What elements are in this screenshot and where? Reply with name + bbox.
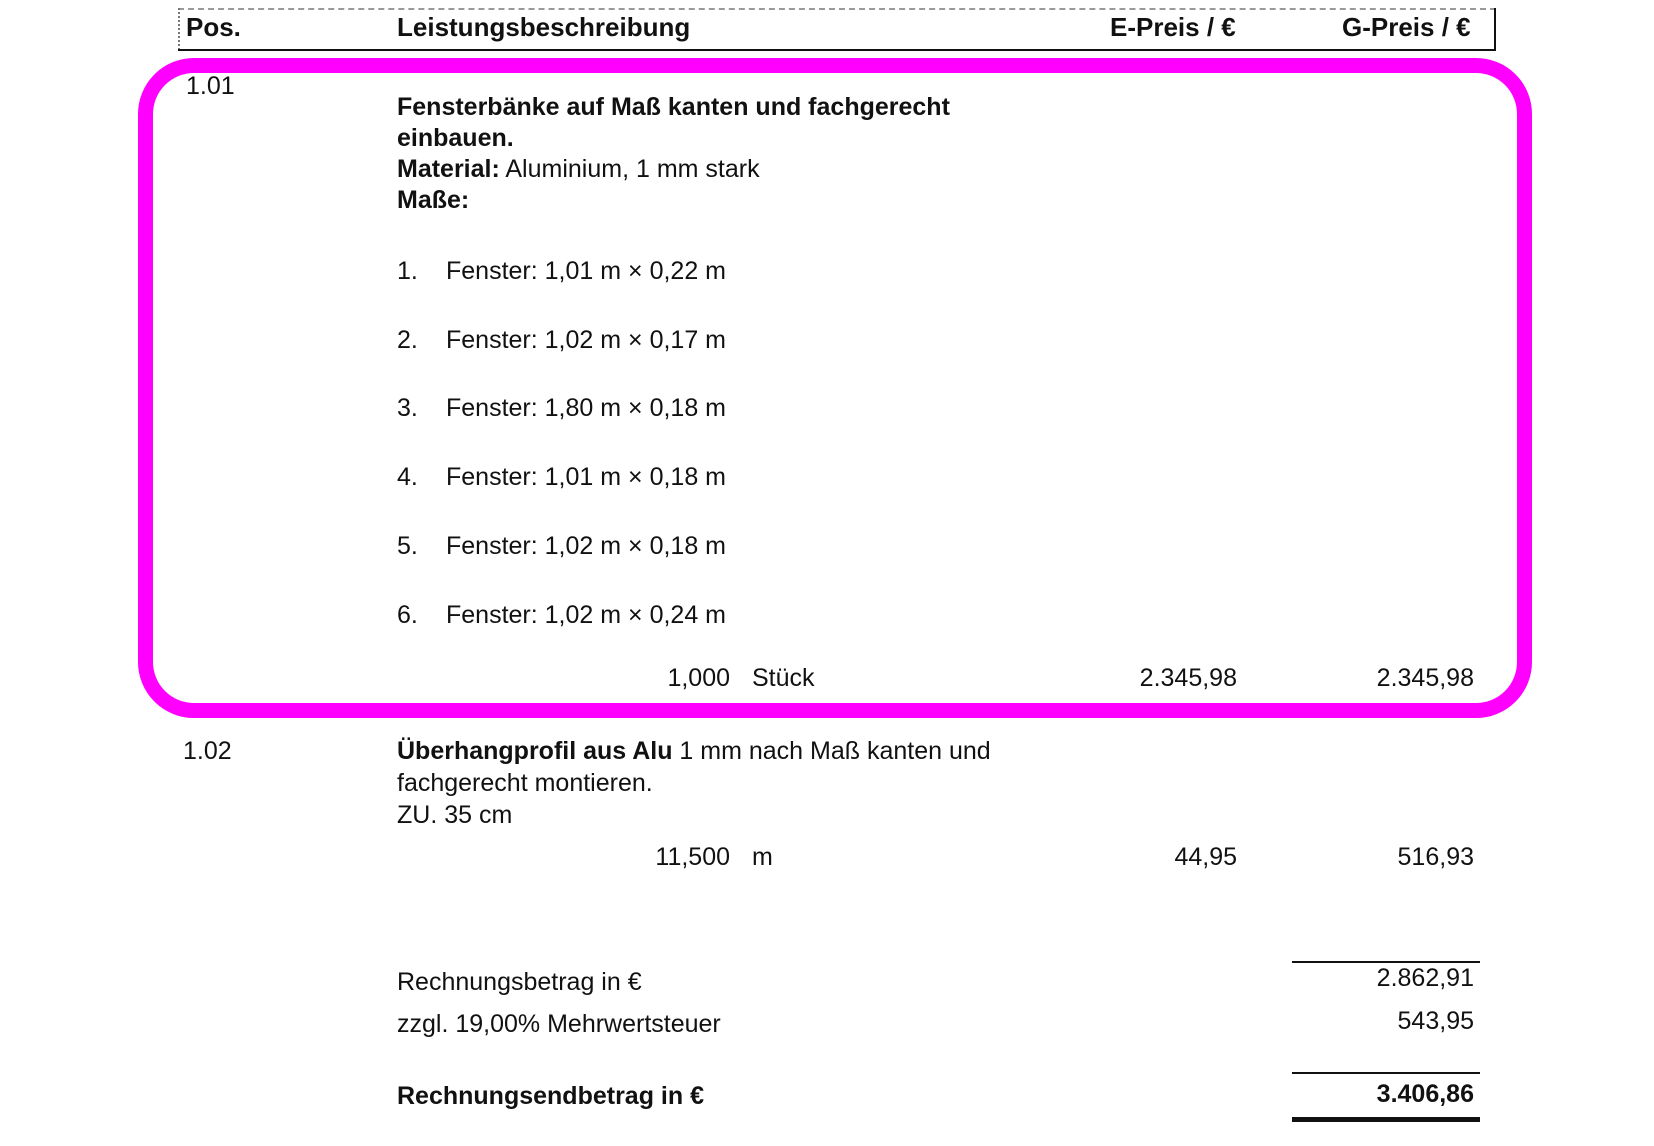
measure-num: 6. <box>397 601 418 629</box>
item-quantity: 11,500 <box>655 843 730 871</box>
item-title <box>397 737 991 766</box>
header-total-price: G-Preis / € <box>1342 12 1471 42</box>
measure-num: 1. <box>397 257 418 285</box>
item-unit-price: 2.345,98 <box>1139 664 1237 692</box>
gross-value: 3.406,86 <box>1376 1080 1474 1108</box>
item-line2: fachgerecht montieren. <box>397 769 653 797</box>
item-material <box>397 155 760 184</box>
item-pos: 1.02 <box>183 737 232 765</box>
measure-text: Fenster: 1,02 m × 0,17 m <box>446 326 726 354</box>
net-value: 2.862,91 <box>1376 964 1474 992</box>
measure-text: Fenster: 1,02 m × 0,24 m <box>446 601 726 629</box>
material-label: Material: <box>397 155 500 183</box>
item-line3: ZU. 35 cm <box>397 801 513 829</box>
net-label: Rechnungsbetrag in € <box>397 968 642 996</box>
vat-label: zzgl. 19,00% Mehrwertsteuer <box>397 1010 721 1038</box>
header-description: Leistungsbeschreibung <box>397 12 691 42</box>
total-rule <box>1292 1072 1480 1074</box>
header-right-rule <box>1494 8 1496 51</box>
measure-text: Fenster: 1,01 m × 0,18 m <box>446 463 726 491</box>
measure-text: Fenster: 1,02 m × 0,18 m <box>446 532 726 560</box>
item-unit: Stück <box>752 664 815 692</box>
measure-text: Fenster: 1,80 m × 0,18 m <box>446 394 726 422</box>
measure-text: Fenster: 1,01 m × 0,22 m <box>446 257 726 285</box>
item-title-bold: Überhangprofil aus Alu <box>397 737 673 765</box>
item-title-rest: 1 mm nach Maß kanten und <box>672 737 991 765</box>
item-title-line1: Fensterbänke auf Maß kanten und fachgerecht <box>397 93 950 121</box>
vat-value: 543,95 <box>1397 1007 1474 1035</box>
measure-num: 2. <box>397 326 418 354</box>
gross-label: Rechnungsendbetrag in € <box>397 1082 704 1110</box>
item-title-line2: einbauen. <box>397 124 514 152</box>
measure-num: 3. <box>397 394 418 422</box>
measures-label: Maße: <box>397 186 470 214</box>
item-unit: m <box>752 843 773 871</box>
material-value: Aluminium, 1 mm stark <box>499 155 760 183</box>
header-unit-price: E-Preis / € <box>1110 12 1236 42</box>
header-top-rule <box>178 8 1496 10</box>
header-left-rule <box>178 8 180 50</box>
item-total-price: 516,93 <box>1397 843 1474 871</box>
item-total-price: 2.345,98 <box>1376 664 1474 692</box>
header-pos: Pos. <box>186 12 241 42</box>
subtotal-rule <box>1292 961 1480 963</box>
item-quantity: 1,000 <box>667 664 730 692</box>
final-double-rule <box>1292 1117 1480 1122</box>
item-unit-price: 44,95 <box>1174 843 1237 871</box>
header-bottom-rule <box>178 49 1496 51</box>
highlight-box <box>138 58 1532 718</box>
measure-num: 5. <box>397 532 418 560</box>
measure-num: 4. <box>397 463 418 491</box>
item-pos: 1.01 <box>186 72 235 100</box>
